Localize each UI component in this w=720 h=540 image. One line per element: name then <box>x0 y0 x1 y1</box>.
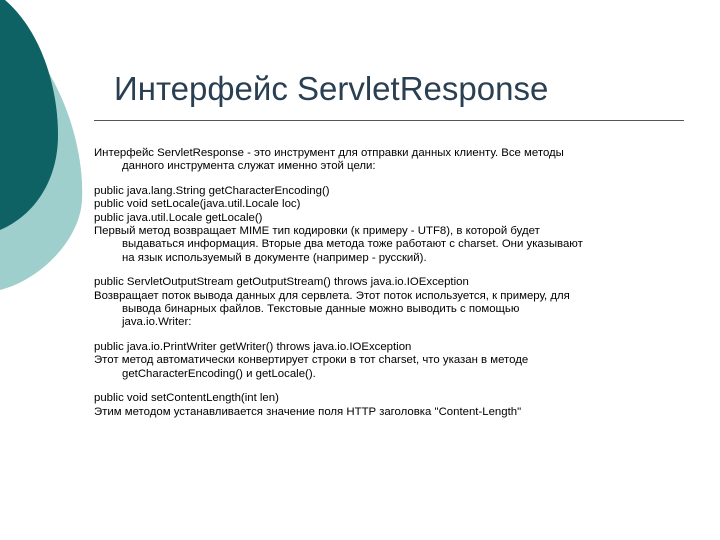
content-length-paragraph <box>94 392 674 419</box>
text-line: данного инструмента служат именно этой цели: <box>122 160 376 173</box>
encoding-locale-paragraph <box>94 185 674 265</box>
text-line: Интерфейс ServletResponse - это инструмент для отправки данных клиенту. Все методы <box>94 147 564 159</box>
method-signature: public java.lang.String getCharacterEncoding() <box>94 184 330 197</box>
text-line: Этим методом устанавливается значение поля HTTP заголовка "Content-Length" <box>94 405 522 418</box>
text-line: Этот метод автоматически конвертирует строки в тот charset, что указан в методе <box>94 354 529 367</box>
writer-paragraph <box>94 341 674 381</box>
method-signature: public java.io.PrintWriter getWriter() throws java.io.IOException <box>94 340 412 353</box>
output-stream-paragraph <box>94 276 674 330</box>
text-line: на язык используемый в документе (например - русский). <box>122 251 427 264</box>
intro-paragraph <box>94 147 674 174</box>
text-line: вывода бинарных файлов. Текстовые данные можно выводить с помощью <box>122 303 520 316</box>
slide-title: Интерфейс ServletResponse <box>114 70 549 107</box>
slide-body <box>94 147 674 430</box>
method-signature: public void setContentLength(int len) <box>94 392 279 405</box>
text-line: getCharacterEncoding() и getLocale(). <box>122 367 316 380</box>
text-line: Первый метод возвращает MIME тип кодировки (к примеру - UTF8), в которой будет <box>94 225 540 238</box>
method-signature: public java.util.Locale getLocale() <box>94 211 263 224</box>
method-signature: public ServletOutputStream getOutputStream() throws java.io.IOException <box>94 276 469 289</box>
title-divider <box>94 120 684 121</box>
text-line: Возвращает поток вывода данных для сервлета. Этот поток используется, к примеру, для <box>94 289 570 302</box>
text-line: java.io.Writer: <box>122 316 192 329</box>
method-signature: public void setLocale(java.util.Locale loc) <box>94 198 301 211</box>
text-line: выдаваться информация. Вторые два метода тоже работают с charset. Они указывают <box>122 238 583 251</box>
